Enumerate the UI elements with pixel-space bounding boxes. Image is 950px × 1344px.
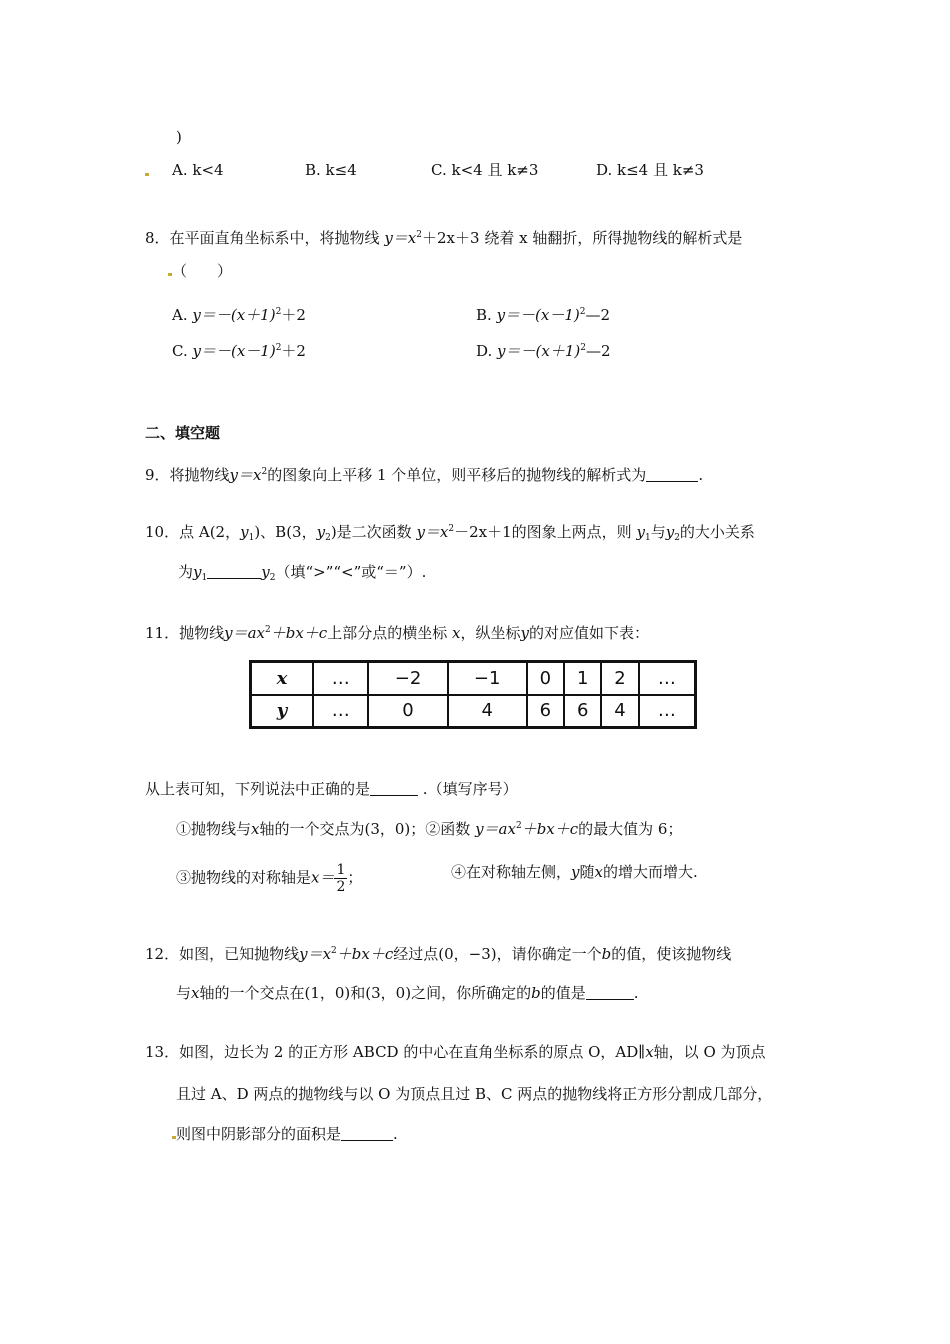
q12-line2: 与x轴的一个交点在(1，0)和(3，0)之间，你所确定的b的值是 . [176, 984, 639, 1002]
q8-option-c: C. $y=-(x-1)^2+2$ [172, 342, 306, 360]
q7-option-a: A. k<4 [172, 161, 224, 179]
q8-stem: 8．在平面直角坐标系中，将抛物线 $y=x^2+2x+3$ 绕着 x 轴翻折，所得抛物线的解析式是 [145, 229, 743, 247]
table-cell: … [313, 695, 368, 728]
answer-blank[interactable] [207, 564, 261, 579]
answer-blank[interactable] [341, 1126, 393, 1141]
table-cell: 4 [448, 695, 527, 728]
q13-line2: 且过 A、D 两点的抛物线与以 O 为顶点且过 B、C 两点的抛物线将正方形分割成几部分， [176, 1085, 773, 1103]
table-cell: −1 [448, 662, 527, 695]
table-cell: 2 [601, 662, 638, 695]
q13-line3: 则图中阴影部分的面积是 . [172, 1124, 398, 1144]
q7-close-paren: ) [176, 128, 182, 146]
q12-stem: 12．如图，已知抛物线$y=x^2+bx+c$经过点(0，−3)，请你确定一个b的值，使该抛物线 [145, 945, 732, 963]
q8-option-a: A. $y=-(x+1)^2+2$ [172, 306, 306, 324]
margin-marker [145, 173, 149, 176]
value-table [249, 660, 697, 729]
table-cell: 1 [564, 662, 601, 695]
q8-option-b: B. $y=-(x-1)^2—2$ [476, 306, 611, 324]
q9-stem: 9．将抛物线$y=x^2$的图象向上平移 1 个单位，则平移后的抛物线的解析式为 . [145, 466, 704, 484]
table-cell: −2 [368, 662, 447, 695]
table-cell: … [639, 662, 696, 695]
q8-paren: （ ） [168, 261, 232, 281]
table-cell: … [639, 695, 696, 728]
q10-line2: 为$y_1$ $y_2$（填“>”“<”或“＝”）. [178, 563, 427, 583]
table-cell: 6 [564, 695, 601, 728]
fraction-one-half: $\frac{1}{2}$ [336, 862, 346, 895]
table-cell: … [313, 662, 368, 695]
answer-blank[interactable] [370, 781, 418, 796]
q7-option-d: D. k≤4 且 k≠3 [596, 161, 704, 179]
table-header: y [251, 695, 314, 728]
q11-stem: 11．抛物线$y=ax^2+bx+c$上部分点的横坐标 x，纵坐标y的对应值如下表： [145, 624, 649, 642]
q11-conclusion: 从上表可知，下列说法中正确的是 .（填写序号） [145, 780, 518, 798]
table-cell: 4 [601, 695, 638, 728]
q11-statements-1-2: ①抛物线与x轴的一个交点为(3，0)；②函数 $y=ax^2+bx+c$的最大值为 6； [176, 820, 683, 838]
q13-line1: 13．如图，边长为 2 的正方形 ABCD 的中心在直角坐标系的原点 O，AD∥x轴，以 O 为顶点 [145, 1043, 766, 1061]
table-cell: 6 [527, 695, 564, 728]
table-row [251, 695, 696, 728]
table-cell: 0 [368, 695, 447, 728]
q7-option-b: B. k≤4 [305, 161, 357, 179]
answer-blank[interactable] [586, 985, 634, 1000]
q11-statement-4: ④在对称轴左侧，y随x的增大而增大. [451, 863, 698, 881]
table-header: x [251, 662, 314, 695]
q11-statement-3: ③抛物线的对称轴是x＝ $\frac{1}{2}$ ； [176, 862, 363, 895]
answer-blank[interactable] [646, 467, 698, 482]
q8-option-d: D. $y=-(x+1)^2—2$ [476, 342, 611, 360]
table-row [251, 662, 696, 695]
q7-option-c: C. k<4 且 k≠3 [431, 161, 539, 179]
table-cell: 0 [527, 662, 564, 695]
section-title: 二、填空题 [145, 424, 221, 442]
q10-stem: 10．点 A(2，$y_1$)、B(3，$y_2$)是二次函数 $y=x^2-2x+1$的图象上两点，则 $y_1$与$y_2$的大小关系 [145, 523, 755, 543]
